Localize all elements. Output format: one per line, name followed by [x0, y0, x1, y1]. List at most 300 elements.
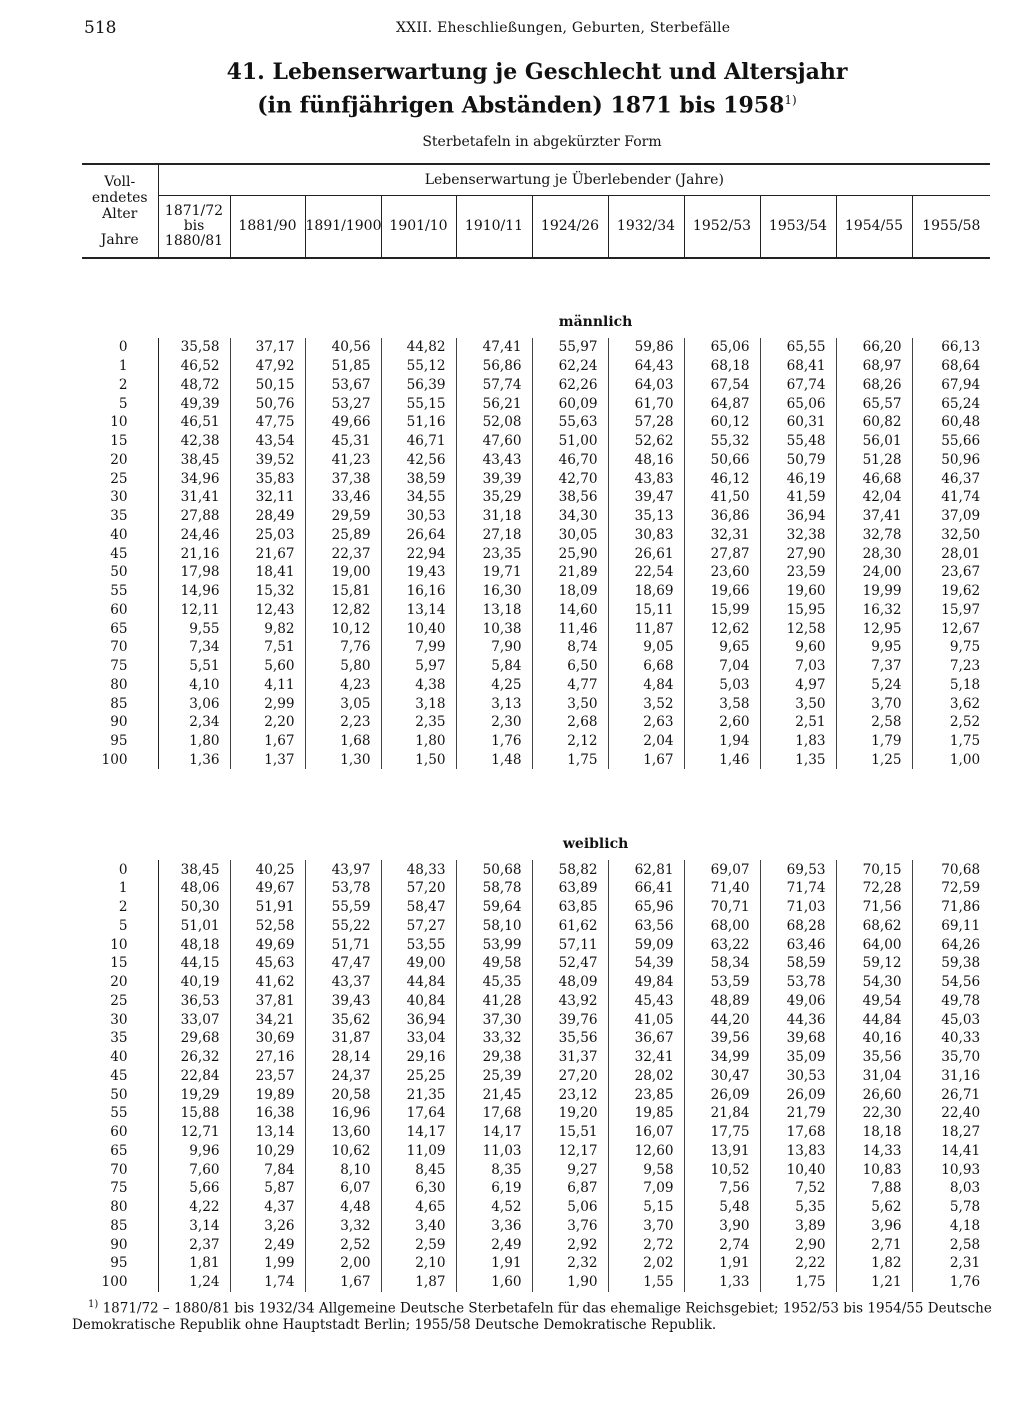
value-cell: 35,29	[456, 488, 532, 507]
table-row	[82, 676, 990, 695]
value-cell: 63,89	[532, 879, 608, 898]
value-cell: 29,38	[456, 1048, 532, 1067]
value-cell: 45,43	[608, 992, 684, 1011]
value-cell: 22,54	[608, 563, 684, 582]
value-cell: 19,66	[684, 582, 760, 601]
value-cell: 9,95	[836, 638, 912, 657]
value-cell: 2,49	[456, 1235, 532, 1254]
table-row	[82, 526, 990, 545]
value-cell: 49,66	[305, 413, 381, 432]
age-cell: 100	[82, 1273, 158, 1292]
value-cell: 69,11	[941, 917, 981, 934]
value-cell: 68,18	[684, 357, 760, 376]
value-cell: 65,96	[608, 898, 684, 917]
period-header	[532, 196, 608, 258]
value-cell: 21,84	[684, 1104, 760, 1123]
value-cell: 39,47	[608, 488, 684, 507]
value-cell: 10,62	[305, 1142, 381, 1161]
value-cell: 50,79	[760, 451, 836, 470]
value-cell: 58,59	[760, 954, 836, 973]
age-cell: 10	[82, 935, 158, 954]
value-cell: 17,98	[158, 563, 230, 582]
value-cell: 9,60	[760, 638, 836, 657]
value-cell: 26,60	[836, 1085, 912, 1104]
footnote-line1: 1871/72 – 1880/81 bis 1932/34 Allgemeine Deutsche Sterbetafeln für das ehemalige Reichsgebiet; 1952/53 bis 1954/55 Deutsche	[102, 1300, 992, 1317]
value-cell: 1,76	[949, 1274, 981, 1291]
value-cell: 34,55	[381, 488, 456, 507]
value-cell: 11,09	[381, 1142, 456, 1161]
period-header-line: 1880/81	[164, 233, 224, 250]
value-cell: 2,22	[760, 1254, 836, 1273]
table-row	[82, 1273, 990, 1292]
value-cell: 3,05	[305, 694, 381, 713]
value-cell: 15,81	[305, 582, 381, 601]
footnote-line2: Demokratische Republik ohne Hauptstadt Berlin; 1955/58 Deutsche Demokratische Republik.	[72, 1316, 717, 1333]
value-cell: 58,10	[456, 917, 532, 936]
value-cell: 50,30	[158, 898, 230, 917]
value-cell: 1,91	[456, 1254, 532, 1273]
value-cell: 1,75	[532, 751, 608, 770]
value-cell: 66,20	[836, 338, 912, 357]
value-cell: 10,93	[941, 1161, 981, 1178]
age-cell: 80	[82, 1198, 158, 1217]
value-cell: 18,09	[532, 582, 608, 601]
value-cell: 2,63	[608, 713, 684, 732]
table-row	[82, 973, 990, 992]
value-cell: 42,70	[532, 469, 608, 488]
value-cell: 8,45	[381, 1160, 456, 1179]
age-cell: 25	[82, 469, 158, 488]
value-cell: 4,18	[949, 1217, 981, 1234]
value-cell: 48,16	[608, 451, 684, 470]
value-cell: 1,68	[305, 732, 381, 751]
age-cell: 65	[82, 619, 158, 638]
value-cell: 3,50	[760, 694, 836, 713]
value-cell: 4,22	[158, 1198, 230, 1217]
value-cell: 10,83	[836, 1160, 912, 1179]
value-cell: 65,06	[760, 394, 836, 413]
value-cell: 30,69	[230, 1029, 305, 1048]
value-cell: 5,24	[836, 676, 912, 695]
table-row	[82, 694, 990, 713]
value-cell: 10,38	[456, 619, 532, 638]
value-cell: 31,18	[456, 507, 532, 526]
value-cell: 15,51	[532, 1123, 608, 1142]
value-cell: 67,74	[760, 376, 836, 395]
value-cell: 3,58	[684, 694, 760, 713]
value-cell: 48,06	[158, 879, 230, 898]
value-cell: 42,04	[836, 488, 912, 507]
age-cell: 2	[82, 898, 158, 917]
value-cell: 15,11	[608, 601, 684, 620]
table-title-line2-text: (in fünfjährigen Abständen) 1871 bis 1958	[257, 92, 785, 119]
value-cell: 19,85	[608, 1104, 684, 1123]
age-cell: 70	[82, 638, 158, 657]
value-cell: 3,70	[836, 694, 912, 713]
value-cell: 63,56	[608, 917, 684, 936]
value-cell: 26,09	[684, 1085, 760, 1104]
value-cell: 64,43	[608, 357, 684, 376]
value-cell: 48,33	[381, 860, 456, 879]
value-cell: 45,03	[941, 1011, 981, 1028]
value-cell: 4,38	[381, 676, 456, 695]
value-cell: 1,48	[456, 751, 532, 770]
value-cell: 61,62	[532, 917, 608, 936]
value-cell: 6,19	[456, 1179, 532, 1198]
value-cell: 19,60	[760, 582, 836, 601]
table-title-line2	[0, 86, 1024, 119]
value-cell: 47,60	[456, 432, 532, 451]
table-row	[82, 1104, 990, 1123]
value-cell: 3,62	[949, 695, 981, 712]
value-cell: 14,96	[158, 582, 230, 601]
value-cell: 7,51	[230, 638, 305, 657]
value-cell: 63,85	[532, 898, 608, 917]
value-cell: 59,86	[608, 338, 684, 357]
value-cell: 52,58	[230, 917, 305, 936]
value-cell: 71,40	[684, 879, 760, 898]
period-header-line: 1954/55	[844, 218, 904, 235]
table-row	[82, 1179, 990, 1198]
section-header-row	[82, 258, 990, 338]
age-cell: 1	[82, 879, 158, 898]
value-cell: 60,48	[941, 414, 981, 431]
value-cell: 33,32	[456, 1029, 532, 1048]
value-cell: 44,15	[158, 954, 230, 973]
age-cell: 10	[82, 413, 158, 432]
value-cell: 19,71	[456, 563, 532, 582]
value-cell: 41,59	[760, 488, 836, 507]
table-row	[82, 1142, 990, 1161]
value-cell: 21,67	[230, 544, 305, 563]
table-row	[82, 917, 990, 936]
table-row	[82, 338, 990, 357]
value-cell: 7,90	[456, 638, 532, 657]
value-cell: 3,90	[684, 1217, 760, 1236]
value-cell: 3,18	[381, 694, 456, 713]
value-cell: 61,70	[608, 394, 684, 413]
value-cell: 52,47	[532, 954, 608, 973]
value-cell: 10,12	[305, 619, 381, 638]
value-cell: 2,20	[230, 713, 305, 732]
value-cell: 52,62	[608, 432, 684, 451]
value-cell: 35,62	[305, 1010, 381, 1029]
age-cell: 15	[82, 954, 158, 973]
value-cell: 49,78	[941, 992, 981, 1009]
value-cell: 55,59	[305, 898, 381, 917]
value-cell: 68,28	[760, 917, 836, 936]
value-cell: 4,65	[381, 1198, 456, 1217]
value-cell: 37,30	[456, 1010, 532, 1029]
value-cell: 15,99	[684, 601, 760, 620]
value-cell: 45,31	[305, 432, 381, 451]
value-cell: 37,09	[941, 508, 981, 525]
value-cell: 1,25	[836, 751, 912, 770]
value-cell: 47,75	[230, 413, 305, 432]
value-cell: 54,30	[836, 973, 912, 992]
value-cell: 59,38	[941, 955, 981, 972]
age-cell: 90	[82, 713, 158, 732]
value-cell: 1,94	[684, 732, 760, 751]
value-cell: 65,06	[684, 338, 760, 357]
value-cell: 2,58	[949, 1236, 981, 1253]
age-cell: 30	[82, 1010, 158, 1029]
value-cell: 32,41	[608, 1048, 684, 1067]
period-header-line: 1955/58	[922, 218, 981, 235]
value-cell: 1,75	[949, 733, 981, 750]
table-row	[82, 713, 990, 732]
age-cell: 0	[82, 338, 158, 357]
age-cell: 55	[82, 582, 158, 601]
table-row	[82, 732, 990, 751]
value-cell: 2,34	[158, 713, 230, 732]
value-cell: 3,70	[608, 1217, 684, 1236]
value-cell: 3,96	[836, 1217, 912, 1236]
value-cell: 2,23	[305, 713, 381, 732]
value-cell: 28,49	[230, 507, 305, 526]
value-cell: 6,30	[381, 1179, 456, 1198]
value-cell: 7,76	[305, 638, 381, 657]
value-cell: 51,91	[230, 898, 305, 917]
age-cell: 1	[82, 357, 158, 376]
value-cell: 5,62	[836, 1198, 912, 1217]
value-cell: 13,18	[456, 601, 532, 620]
value-cell: 30,05	[532, 526, 608, 545]
value-cell: 5,84	[456, 657, 532, 676]
value-cell: 40,56	[305, 338, 381, 357]
value-cell: 56,86	[456, 357, 532, 376]
value-cell: 1,33	[684, 1273, 760, 1292]
value-cell: 55,97	[532, 338, 608, 357]
value-cell: 12,82	[305, 601, 381, 620]
value-cell: 68,64	[941, 358, 981, 375]
value-cell: 2,00	[305, 1254, 381, 1273]
value-cell: 6,87	[532, 1179, 608, 1198]
table-row	[82, 954, 990, 973]
value-cell: 34,99	[684, 1048, 760, 1067]
value-cell: 19,00	[305, 563, 381, 582]
value-cell: 66,13	[941, 339, 981, 356]
value-cell: 18,41	[230, 563, 305, 582]
value-cell: 57,28	[608, 413, 684, 432]
value-cell: 1,81	[158, 1254, 230, 1273]
value-cell: 53,27	[305, 394, 381, 413]
age-cell: 75	[82, 1179, 158, 1198]
value-cell: 5,66	[158, 1179, 230, 1198]
value-cell: 44,20	[684, 1010, 760, 1029]
table-row	[82, 898, 990, 917]
value-cell: 28,30	[836, 544, 912, 563]
value-cell: 39,76	[532, 1010, 608, 1029]
value-cell: 2,52	[949, 714, 981, 731]
value-cell: 2,02	[608, 1254, 684, 1273]
value-cell: 30,53	[381, 507, 456, 526]
value-cell: 15,97	[941, 601, 981, 618]
value-cell: 2,35	[381, 713, 456, 732]
value-cell: 57,11	[532, 935, 608, 954]
value-cell: 28,14	[305, 1048, 381, 1067]
value-cell: 2,37	[158, 1235, 230, 1254]
value-cell: 27,18	[456, 526, 532, 545]
age-cell: 80	[82, 676, 158, 695]
value-cell: 71,03	[760, 898, 836, 917]
value-cell: 1,24	[158, 1273, 230, 1292]
value-cell: 2,90	[760, 1235, 836, 1254]
value-cell: 35,13	[608, 507, 684, 526]
value-cell: 14,41	[941, 1142, 981, 1159]
value-cell: 68,62	[836, 917, 912, 936]
value-cell: 27,20	[532, 1067, 608, 1086]
value-cell: 49,00	[381, 954, 456, 973]
value-cell: 17,64	[381, 1104, 456, 1123]
table-row	[82, 1217, 990, 1236]
value-cell: 29,68	[158, 1029, 230, 1048]
value-cell: 50,96	[941, 451, 981, 468]
period-header-line: 1952/53	[692, 218, 752, 235]
age-cell: 70	[82, 1160, 158, 1179]
value-cell: 70,71	[684, 898, 760, 917]
age-cell: 65	[82, 1142, 158, 1161]
value-cell: 33,46	[305, 488, 381, 507]
value-cell: 51,01	[158, 917, 230, 936]
value-cell: 55,48	[760, 432, 836, 451]
age-cell: 30	[82, 488, 158, 507]
value-cell: 54,56	[941, 974, 981, 991]
value-cell: 7,56	[684, 1179, 760, 1198]
value-cell: 51,28	[836, 451, 912, 470]
value-cell: 44,84	[381, 973, 456, 992]
value-cell: 9,96	[158, 1142, 230, 1161]
value-cell: 23,12	[532, 1085, 608, 1104]
value-cell: 43,37	[305, 973, 381, 992]
value-cell: 39,52	[230, 451, 305, 470]
table-row	[82, 394, 990, 413]
value-cell: 48,72	[158, 376, 230, 395]
title-footnote-mark: 1)	[784, 93, 797, 107]
value-cell: 23,67	[941, 564, 981, 581]
value-cell: 1,67	[608, 751, 684, 770]
value-cell: 22,84	[158, 1067, 230, 1086]
value-cell: 6,68	[608, 657, 684, 676]
age-cell: 40	[82, 1048, 158, 1067]
value-cell: 1,74	[230, 1273, 305, 1292]
value-cell: 55,12	[381, 357, 456, 376]
value-cell: 1,99	[230, 1254, 305, 1273]
value-cell: 8,10	[305, 1160, 381, 1179]
value-cell: 6,07	[305, 1179, 381, 1198]
value-cell: 20,58	[305, 1085, 381, 1104]
value-cell: 46,71	[381, 432, 456, 451]
value-cell: 19,29	[158, 1085, 230, 1104]
value-cell: 44,36	[760, 1010, 836, 1029]
table-row	[82, 563, 990, 582]
value-cell: 28,01	[941, 545, 981, 562]
value-cell: 1,75	[760, 1273, 836, 1292]
table-row	[82, 1254, 990, 1273]
value-cell: 3,06	[158, 694, 230, 713]
section-label: männlich	[558, 314, 633, 330]
table-row	[82, 657, 990, 676]
value-cell: 4,10	[158, 676, 230, 695]
value-cell: 44,82	[381, 338, 456, 357]
table-subtitle: Sterbetafeln in abgekürzter Form	[422, 134, 662, 150]
age-header-line: Voll-	[104, 174, 136, 190]
table-row	[82, 601, 990, 620]
value-cell: 31,04	[836, 1067, 912, 1086]
value-cell: 68,97	[836, 357, 912, 376]
value-cell: 1,80	[381, 732, 456, 751]
age-cell: 15	[82, 432, 158, 451]
value-cell: 9,75	[949, 639, 981, 656]
value-cell: 30,53	[760, 1067, 836, 1086]
value-cell: 4,25	[456, 676, 532, 695]
value-cell: 55,22	[305, 917, 381, 936]
value-cell: 46,52	[158, 357, 230, 376]
value-cell: 46,19	[760, 469, 836, 488]
value-cell: 25,39	[456, 1067, 532, 1086]
value-cell: 57,74	[456, 376, 532, 395]
value-cell: 40,19	[158, 973, 230, 992]
value-cell: 1,67	[305, 1273, 381, 1292]
value-cell: 33,07	[158, 1010, 230, 1029]
value-cell: 42,56	[381, 451, 456, 470]
value-cell: 47,92	[230, 357, 305, 376]
value-cell: 12,58	[760, 619, 836, 638]
age-cell: 95	[82, 732, 158, 751]
value-cell: 11,03	[456, 1142, 532, 1161]
period-header	[684, 196, 760, 258]
value-cell: 49,39	[158, 394, 230, 413]
age-column-header	[82, 164, 158, 258]
value-cell: 1,30	[305, 751, 381, 770]
value-cell: 40,33	[941, 1030, 981, 1047]
value-cell: 41,50	[684, 488, 760, 507]
value-cell: 4,23	[305, 676, 381, 695]
value-cell: 17,68	[760, 1123, 836, 1142]
value-cell: 1,82	[836, 1254, 912, 1273]
value-cell: 2,59	[381, 1235, 456, 1254]
value-cell: 21,45	[456, 1085, 532, 1104]
value-cell: 19,62	[941, 583, 981, 600]
value-cell: 14,33	[836, 1142, 912, 1161]
value-cell: 22,37	[305, 544, 381, 563]
value-cell: 64,00	[836, 935, 912, 954]
value-cell: 1,37	[230, 751, 305, 770]
value-cell: 27,88	[158, 507, 230, 526]
value-cell: 16,16	[381, 582, 456, 601]
value-cell: 29,16	[381, 1048, 456, 1067]
value-cell: 2,92	[532, 1235, 608, 1254]
value-cell: 15,95	[760, 601, 836, 620]
table-title-line1: 41. Lebenserwartung je Geschlecht und Altersjahr	[226, 59, 848, 85]
value-cell: 19,89	[230, 1085, 305, 1104]
value-cell: 1,80	[158, 732, 230, 751]
value-cell: 13,60	[305, 1123, 381, 1142]
value-cell: 16,38	[230, 1104, 305, 1123]
value-cell: 40,84	[381, 992, 456, 1011]
span-header: Lebenserwartung je Überlebender (Jahre)	[158, 164, 990, 196]
value-cell: 41,23	[305, 451, 381, 470]
value-cell: 16,07	[608, 1123, 684, 1142]
value-cell: 35,83	[230, 469, 305, 488]
value-cell: 9,55	[158, 619, 230, 638]
value-cell: 12,43	[230, 601, 305, 620]
value-cell: 62,24	[532, 357, 608, 376]
value-cell: 66,41	[608, 879, 684, 898]
value-cell: 59,64	[456, 898, 532, 917]
value-cell: 30,83	[608, 526, 684, 545]
value-cell: 7,09	[608, 1179, 684, 1198]
